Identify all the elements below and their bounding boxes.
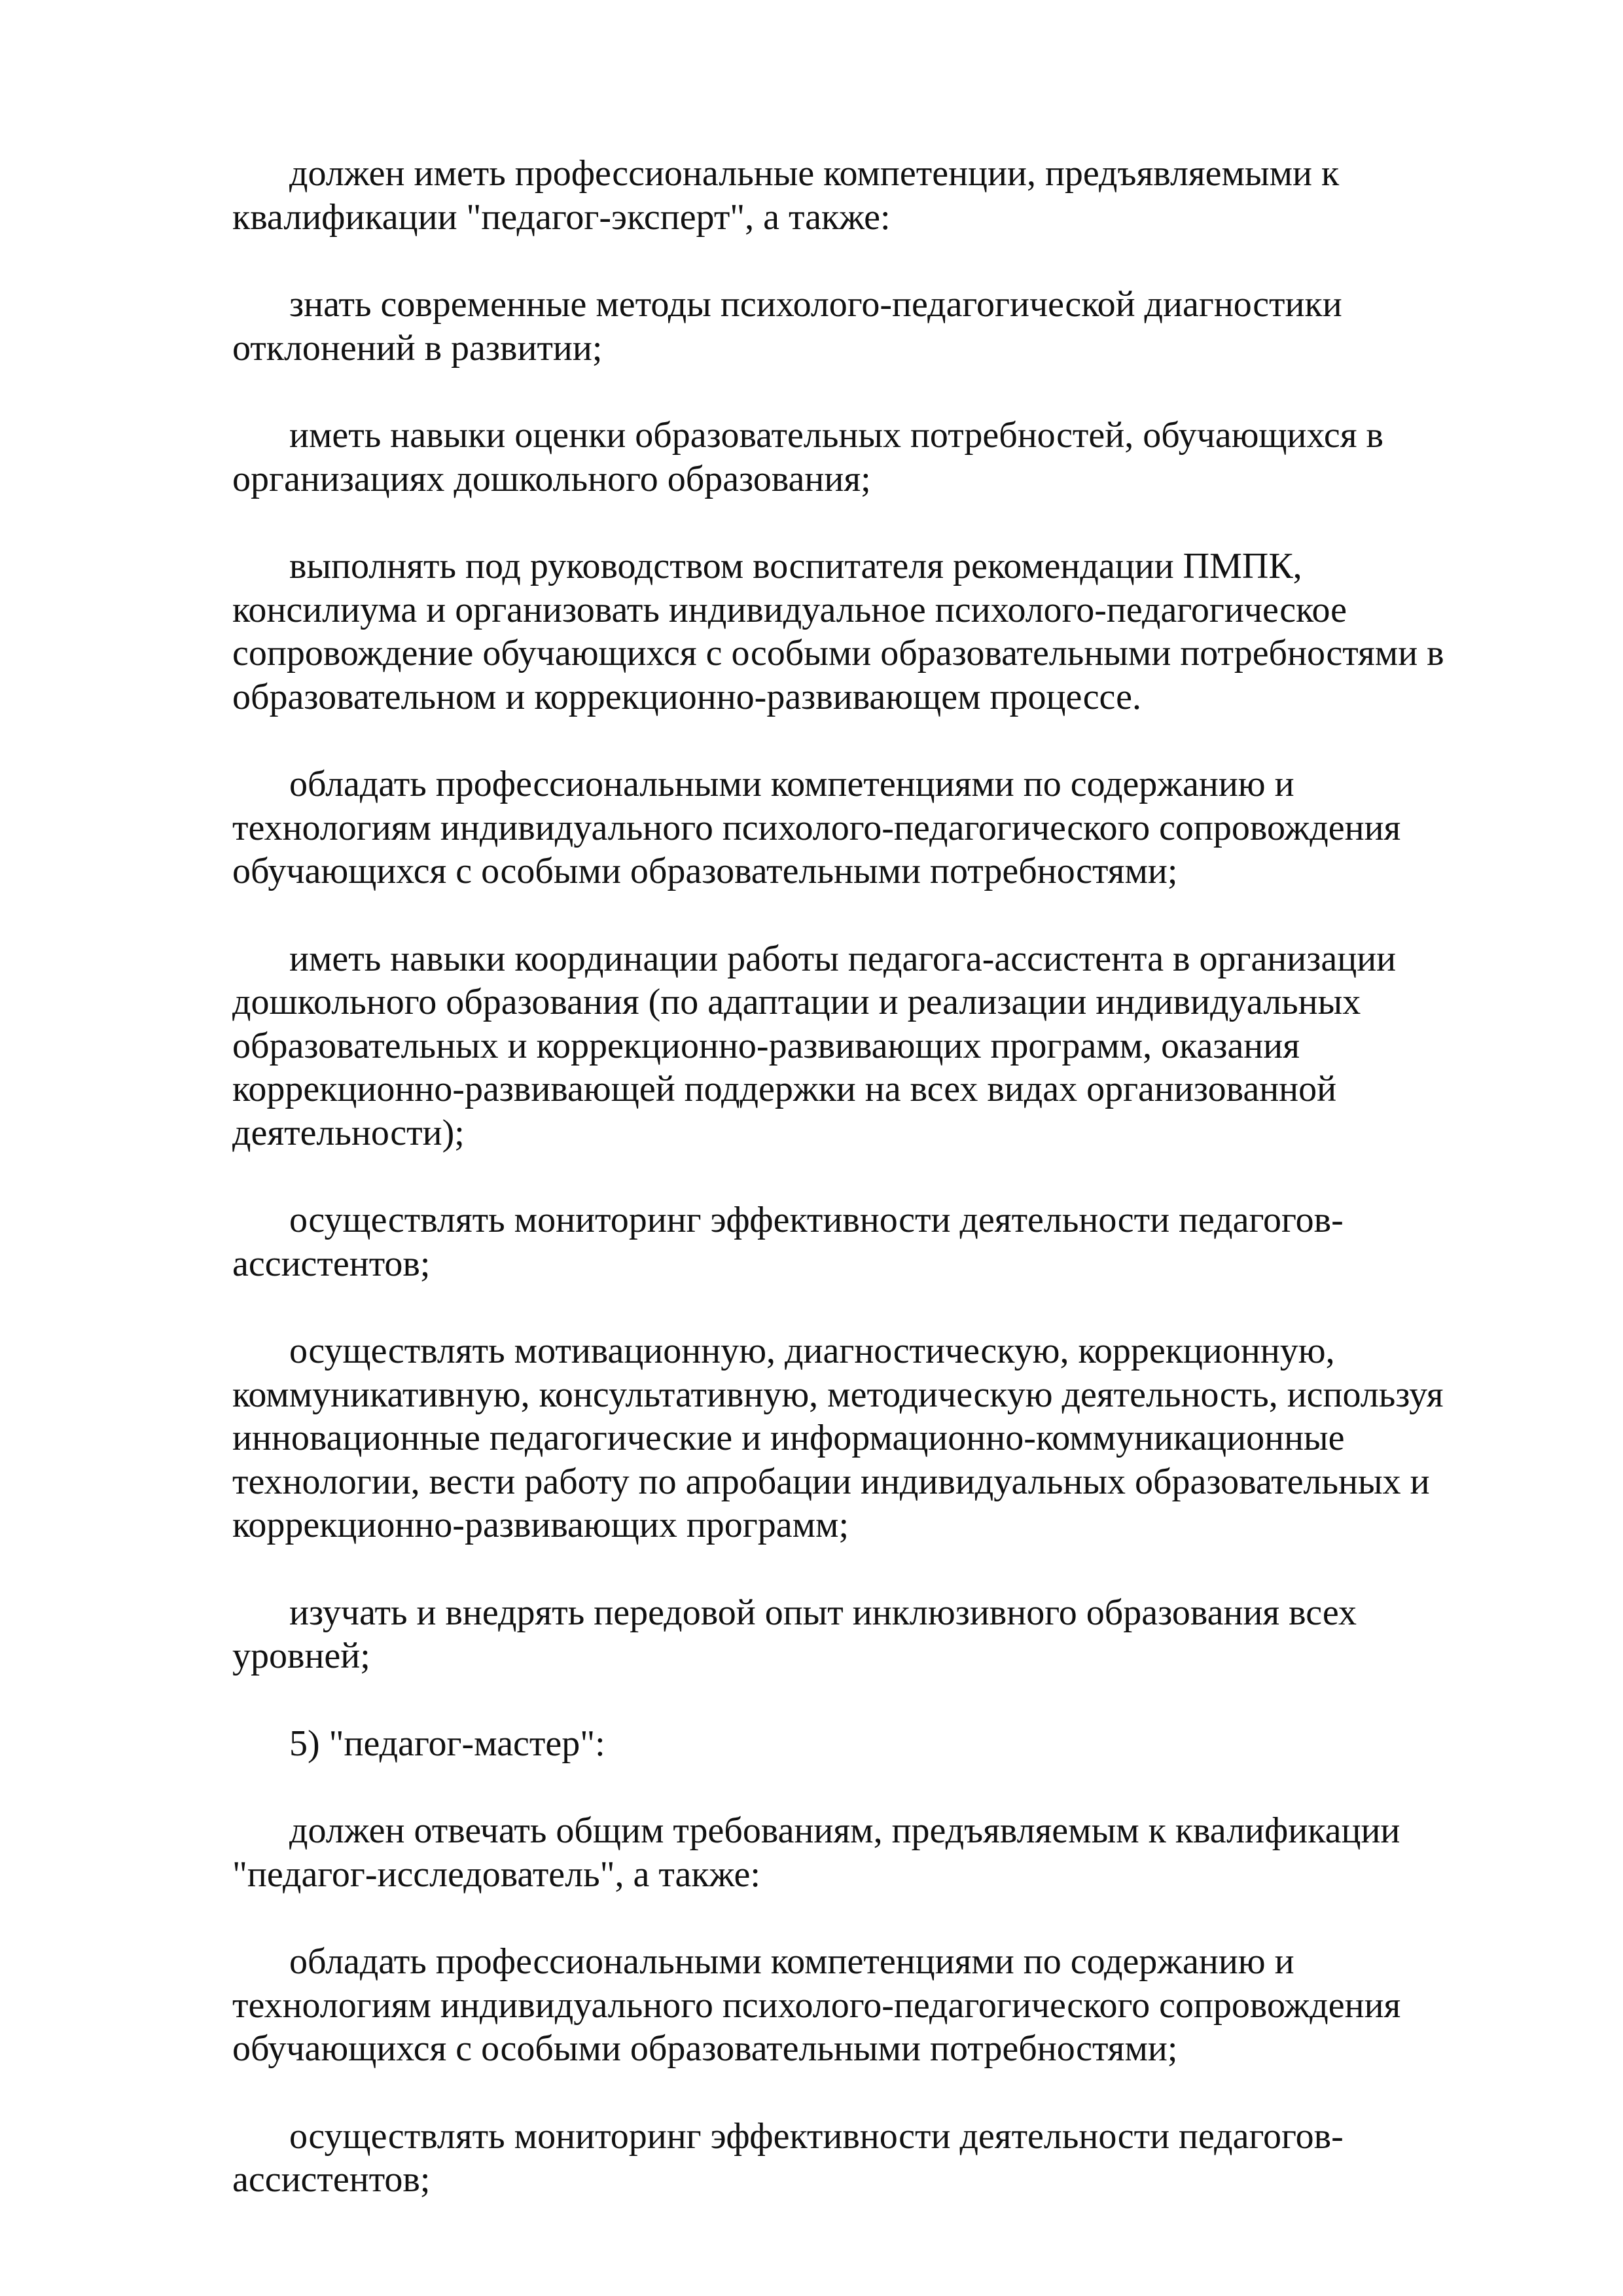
text-line: консилиума и организовать индивидуальное психолого-педагогическое [232,589,1347,630]
text-line: изучать и внедрять передовой опыт инклюзивного образования всех [289,1592,1357,1633]
text-line: выполнять под руководством воспитателя рекомендации ПМПК, [289,546,1302,586]
text-line: технологиям индивидуального психолого-педагогического сопровождения [232,807,1401,848]
paragraph [232,1198,1515,1285]
text-line: дошкольного образования (по адаптации и реализации индивидуальных [232,982,1361,1022]
paragraph [232,545,1515,719]
text-line: иметь навыки оценки образовательных потребностей, обучающихся в [289,415,1383,456]
text-line: квалификации "педагог-эксперт", а также: [232,196,891,238]
text-line: образовательном и коррекционно-развивающем процессе. [232,676,1141,717]
text-line: ассистентов; [232,1243,431,1284]
text-line: осуществлять мониторинг эффективности деятельности педагогов- [289,1200,1344,1240]
paragraph [232,2115,1515,2202]
text-line: организациях дошкольного образования; [232,458,871,499]
paragraph [232,414,1515,501]
paragraph [232,1329,1515,1547]
paragraph [232,1940,1515,2071]
text-line: 5) "педагог-мастер": [289,1723,605,1764]
text-line: знать современные методы психолого-педагогической диагностики [289,284,1342,325]
text-line: должен иметь профессиональные компетенции, предъявляемыми к [289,153,1340,194]
text-line: обладать профессиональными компетенциями по содержанию и [289,1941,1294,1982]
text-line: обладать профессиональными компетенциями по содержанию и [289,764,1294,804]
text-line: коммуникативную, консультативную, методическую деятельность, используя [232,1374,1444,1415]
text-line: технологии, вести работу по апробации индивидуальных образовательных и [232,1461,1430,1502]
paragraph [232,937,1515,1155]
text-line: отклонений в развитии; [232,327,603,368]
text-line: обучающихся с особыми образовательными потребностями; [232,851,1178,891]
text-line: обучающихся с особыми образовательными потребностями; [232,2028,1178,2069]
paragraph [232,1809,1515,1896]
text-line: технологиям индивидуального психолого-педагогического сопровождения [232,1984,1401,2026]
text-line: коррекционно-развивающих программ; [232,1505,849,1545]
text-line: коррекционно-развивающей поддержки на всех видах организованной [232,1069,1337,1109]
text-line: иметь навыки координации работы педагога-ассистента в организации [289,938,1397,979]
text-line: образовательных и коррекционно-развивающих программ, оказания [232,1025,1300,1066]
text-line: уровней; [232,1636,370,1676]
text-line: "педагог-исследователь", а также: [232,1854,760,1895]
paragraph [232,762,1515,893]
text-line: инновационные педагогические и информационно-коммуникационные [232,1418,1345,1458]
paragraph [232,1591,1515,1678]
text-line: сопровождение обучающихся с особыми образовательными потребностями в [232,633,1444,673]
paragraph [232,1722,1515,1766]
text-line: должен отвечать общим требованиям, предъявляемым к квалификации [289,1810,1400,1851]
text-line: деятельности); [232,1112,465,1153]
text-line: ассистентов; [232,2159,431,2200]
paragraph [232,283,1515,370]
document-body [232,152,1515,2246]
text-line: осуществлять мониторинг эффективности деятельности педагогов- [289,2115,1344,2157]
paragraph [232,152,1515,239]
text-line: осуществлять мотивационную, диагностическую, коррекционную, [289,1331,1335,1371]
